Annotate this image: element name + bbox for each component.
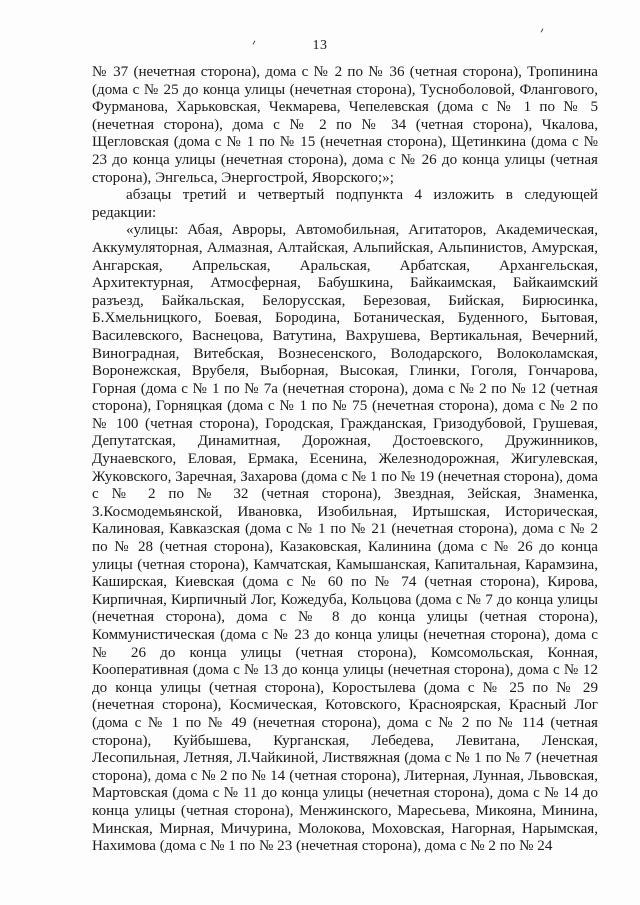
paragraph-street-list: «улицы: Абая, Авроры, Автомобильная, Агитаторов, Академическая, Аккумуляторная, Алмазная, Алтайская, Альпийская, Альпинистов, Амурская, Ангарская, Апрельская, Аральская, Арбатская, Архангельская, Архитектурная, Атмосферная, Бабушкина, Байкаимская, Байкаимский разъезд, Байкальская, Белорусская, Березовая, Бийская, Бирюсинка, Б.Хмельницкого, Боевая, Бородина, Ботаническая, Буденного, Бытовая, Василевского, Васнецова, Ватутина, Вахрушева, Вертикальная, Вечерний, Виноградная, Витебская, Вознесенского, Володарского, Волоколамская, Воронежская, Врубеля, Выборная, Высокая, Глинки, Гоголя, Гончарова, Горная (дома с № 1 по № 7а (нечетная сторона), дома с № 2 по № 12 (четная сторона), Горняцкая (дома с № 1 по № 75 (нечетная сторона), дома с № 2 по № 100 (четная сторона), Городская, Гражданская, Гризодубовой, Грушевая, Депутатская, Динамитная, Дорожная, Достоевского, Дружинников, Дунаевского, Еловая, Ермака, Есенина, Железнодорожная, Жигулевская, Жуковского, Заречная, Захарова (дома с № 1 по № 19 (нечетная сторона), дома с № 2 по № 32 (четная сторона), Звездная, Зейская, Знаменка, З.Космодемьянской, Ивановка, Изобильная, Иртышская, Историческая, Калиновая, Кавказская (дома с № 1 по № 21 (нечетная сторона), дома с № 2 по № 28 (четная сторона), Казаковская, Калинина (дома с № 26 до конца улицы (четная сторона), Камчатская, Камышанская, Капитальная, Карамзина, Каширская, Киевская (дома с № 60 по № 74 (четная сторона), Кирова, Кирпичная, Кирпичный Лог, Кожедуба, Кольцова (дома с № 7 до конца улицы (нечетная сторона), дома с № 8 до конца улицы (четная сторона), Коммунистическая (дома с № 23 до конца улицы (нечетная сторона), дома с № 26 до конца улицы (четная сторона), Комсомольская, Конная, Кооперативная (дома с № 13 до конца улицы (нечетная сторона), дома с № 12 до конца улицы (четная сторона), Коростылева (дома с № 25 по № 29 (нечетная сторона), Космическая, Котовского, Красноярская, Красный Лог (дома с № 1 по № 49 (нечетная сторона), дома с № 2 по № 114 (четная сторона), Куйбышева, Курганская, Лебедева, Левитана, Ленская, Лесопильная, Летняя, Л.Чайкиной, Листвяжная (дома с № 1 по № 7 (нечетная сторона), дома с № 2 по № 14 (четная сторона), Литерная, Лунная, Львовская, Мартовская (дома с № 11 до конца улицы (нечетная сторона), дома с № 14 до конца улицы (четная сторона), Менжинского, Маресьева, Микояна, Минина, Минская, Мирная, Мичурина, Молокова, Моховская, Нагорная, Нарымская, Нахимова (дома с № 1 по № 23 (нечетная сторона), дома с № 2 по № 24 xyxy=(92,222,598,855)
scan-artifact xyxy=(541,29,544,33)
paragraph-instruction: абзацы третий и четвертый подпункта 4 изложить в следующей редакции: xyxy=(92,187,598,221)
page-number: 13 xyxy=(312,38,328,53)
paragraph-continuation: № 37 (нечетная сторона), дома с № 2 по № 36 (четная сторона), Тропинина (дома с № 25 до конца улицы (нечетная сторона), Тусноболовой, Флангового, Фурманова, Харьковская, Чекмарева, Чепелевская (дома с № 1 по № 5 (нечетная сторона), дома с № 2 по № 34 (четная сторона), Чкалова, Щегловская (дома с № 1 по № 15 (нечетная сторона), Щетинкина (дома с № 23 до конца улицы (нечетная сторона), дома с № 26 до конца улицы (четная сторона), Энгельса, Энергострой, Яворского;»; xyxy=(92,64,598,186)
document-body xyxy=(92,64,598,856)
